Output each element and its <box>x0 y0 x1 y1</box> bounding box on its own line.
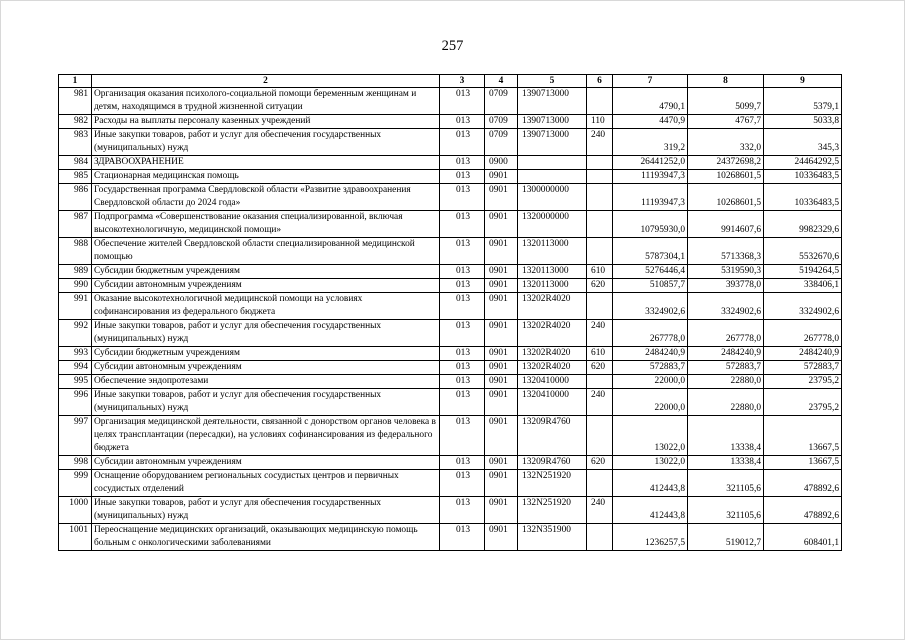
table-row <box>59 416 842 456</box>
row-number: 995 <box>59 375 92 389</box>
row-value-2022: 5787304,1 <box>613 238 688 265</box>
column-header: 1 <box>59 75 92 88</box>
row-value-2022: 319,2 <box>613 129 688 156</box>
row-number: 990 <box>59 279 92 293</box>
row-value-2022: 10795930,0 <box>613 211 688 238</box>
row-code-section: 0901 <box>485 211 518 238</box>
row-code-ministry: 013 <box>440 524 485 551</box>
row-code-target: 1390713000 <box>518 129 587 156</box>
row-value-2022: 1236257,5 <box>613 524 688 551</box>
row-code-target <box>518 170 587 184</box>
table-row <box>59 361 842 375</box>
table-row <box>59 238 842 265</box>
row-code-target: 1390713000 <box>518 115 587 129</box>
budget-table <box>58 74 842 551</box>
row-value-2022: 26441252,0 <box>613 156 688 170</box>
row-code-type: 620 <box>587 279 613 293</box>
row-code-section: 0901 <box>485 416 518 456</box>
row-number: 998 <box>59 456 92 470</box>
row-value-2023: 13338,4 <box>688 416 764 456</box>
row-number: 991 <box>59 293 92 320</box>
row-name: Расходы на выплаты персоналу казенных учреждений <box>92 115 440 129</box>
row-name: Переоснащение медицинских организаций, оказывающих медицинскую помощь больным с онкологическими заболеваниями <box>92 524 440 551</box>
row-code-type: 620 <box>587 361 613 375</box>
table-row <box>59 279 842 293</box>
row-code-ministry: 013 <box>440 456 485 470</box>
row-code-ministry: 013 <box>440 115 485 129</box>
table-row <box>59 88 842 115</box>
row-value-2024: 478892,6 <box>764 470 842 497</box>
column-header: 6 <box>587 75 613 88</box>
row-value-2023: 572883,7 <box>688 361 764 375</box>
table-row <box>59 129 842 156</box>
row-code-ministry: 013 <box>440 211 485 238</box>
row-code-section: 0901 <box>485 497 518 524</box>
row-code-type <box>587 375 613 389</box>
row-code-target: 1320000000 <box>518 211 587 238</box>
row-code-type <box>587 156 613 170</box>
row-value-2023: 10268601,5 <box>688 184 764 211</box>
row-value-2022: 13022,0 <box>613 416 688 456</box>
row-code-type: 610 <box>587 265 613 279</box>
row-code-target: 13202R4020 <box>518 361 587 375</box>
row-code-target: 132N251920 <box>518 470 587 497</box>
row-code-type <box>587 238 613 265</box>
row-value-2023: 3324902,6 <box>688 293 764 320</box>
row-code-section: 0900 <box>485 156 518 170</box>
row-name: Субсидии автономным учреждениям <box>92 279 440 293</box>
row-code-type: 110 <box>587 115 613 129</box>
row-name: Обеспечение жителей Свердловской области специализированной медицинской помощью <box>92 238 440 265</box>
row-number: 997 <box>59 416 92 456</box>
row-code-type: 240 <box>587 129 613 156</box>
page-number: 257 <box>441 38 464 54</box>
table-row <box>59 320 842 347</box>
row-code-ministry: 013 <box>440 170 485 184</box>
row-value-2022: 22000,0 <box>613 375 688 389</box>
row-number: 984 <box>59 156 92 170</box>
row-code-ministry: 013 <box>440 470 485 497</box>
row-name: Оснащение оборудованием региональных сосудистых центров и первичных сосудистых отделений <box>92 470 440 497</box>
row-code-ministry: 013 <box>440 375 485 389</box>
row-value-2023: 2484240,9 <box>688 347 764 361</box>
row-name: Субсидии автономным учреждениям <box>92 456 440 470</box>
table-row <box>59 497 842 524</box>
row-value-2024: 608401,1 <box>764 524 842 551</box>
column-header: 2 <box>92 75 440 88</box>
table-row <box>59 184 842 211</box>
row-code-type <box>587 170 613 184</box>
row-code-target: 1320410000 <box>518 375 587 389</box>
table-row <box>59 293 842 320</box>
row-code-type <box>587 470 613 497</box>
row-value-2024: 9982329,6 <box>764 211 842 238</box>
row-code-type <box>587 211 613 238</box>
row-number: 981 <box>59 88 92 115</box>
row-number: 987 <box>59 211 92 238</box>
column-header: 4 <box>485 75 518 88</box>
table-row <box>59 265 842 279</box>
row-code-type: 240 <box>587 389 613 416</box>
row-code-ministry: 013 <box>440 279 485 293</box>
row-number: 996 <box>59 389 92 416</box>
row-code-section: 0901 <box>485 238 518 265</box>
row-code-section: 0901 <box>485 375 518 389</box>
row-value-2022: 5276446,4 <box>613 265 688 279</box>
row-code-target <box>518 156 587 170</box>
row-name: Стационарная медицинская помощь <box>92 170 440 184</box>
row-code-ministry: 013 <box>440 389 485 416</box>
table-header-row <box>59 75 842 88</box>
row-code-type <box>587 293 613 320</box>
row-number: 999 <box>59 470 92 497</box>
row-code-ministry: 013 <box>440 293 485 320</box>
table-row <box>59 115 842 129</box>
table-row <box>59 456 842 470</box>
table-row <box>59 170 842 184</box>
table-row <box>59 156 842 170</box>
row-value-2024: 267778,0 <box>764 320 842 347</box>
row-value-2022: 572883,7 <box>613 361 688 375</box>
row-code-ministry: 013 <box>440 156 485 170</box>
row-code-ministry: 013 <box>440 497 485 524</box>
table-body <box>59 88 842 551</box>
row-code-ministry: 013 <box>440 88 485 115</box>
column-header: 3 <box>440 75 485 88</box>
row-code-section: 0901 <box>485 361 518 375</box>
row-value-2023: 393778,0 <box>688 279 764 293</box>
row-value-2023: 5099,7 <box>688 88 764 115</box>
row-value-2023: 519012,7 <box>688 524 764 551</box>
row-name: Подпрограмма «Совершенствование оказания специализированной, включая высокотехнологичную, медицинской помощи» <box>92 211 440 238</box>
row-code-section: 0901 <box>485 456 518 470</box>
row-value-2024: 23795,2 <box>764 389 842 416</box>
row-number: 1000 <box>59 497 92 524</box>
row-value-2022: 412443,8 <box>613 470 688 497</box>
row-code-ministry: 013 <box>440 416 485 456</box>
row-code-target: 13209R4760 <box>518 416 587 456</box>
row-number: 989 <box>59 265 92 279</box>
row-value-2023: 5713368,3 <box>688 238 764 265</box>
row-code-type: 240 <box>587 320 613 347</box>
row-value-2022: 11193947,3 <box>613 170 688 184</box>
column-header: 7 <box>613 75 688 88</box>
row-code-target: 1320410000 <box>518 389 587 416</box>
row-value-2024: 23795,2 <box>764 375 842 389</box>
row-code-section: 0901 <box>485 265 518 279</box>
row-code-ministry: 013 <box>440 361 485 375</box>
row-code-ministry: 013 <box>440 129 485 156</box>
row-value-2023: 9914607,6 <box>688 211 764 238</box>
row-value-2024: 345,3 <box>764 129 842 156</box>
row-code-type: 620 <box>587 456 613 470</box>
row-code-type: 610 <box>587 347 613 361</box>
row-value-2022: 13022,0 <box>613 456 688 470</box>
row-code-target: 132N351900 <box>518 524 587 551</box>
table-row <box>59 211 842 238</box>
row-code-section: 0901 <box>485 279 518 293</box>
row-number: 982 <box>59 115 92 129</box>
row-name: Иные закупки товаров, работ и услуг для обеспечения государственных (муниципальных) нужд <box>92 497 440 524</box>
row-code-ministry: 013 <box>440 184 485 211</box>
row-value-2024: 5194264,5 <box>764 265 842 279</box>
row-code-section: 0901 <box>485 320 518 347</box>
row-code-section: 0901 <box>485 293 518 320</box>
row-value-2023: 4767,7 <box>688 115 764 129</box>
row-number: 983 <box>59 129 92 156</box>
row-code-section: 0709 <box>485 115 518 129</box>
row-value-2023: 332,0 <box>688 129 764 156</box>
table-row <box>59 347 842 361</box>
row-code-section: 0901 <box>485 170 518 184</box>
row-name: Субсидии бюджетным учреждениям <box>92 347 440 361</box>
row-value-2022: 11193947,3 <box>613 184 688 211</box>
row-name: Иные закупки товаров, работ и услуг для обеспечения государственных (муниципальных) нужд <box>92 320 440 347</box>
row-name: Субсидии автономным учреждениям <box>92 361 440 375</box>
row-value-2023: 22880,0 <box>688 375 764 389</box>
row-value-2022: 22000,0 <box>613 389 688 416</box>
row-name: Организация оказания психолого-социальной помощи беременным женщинам и детям, находящимся в трудной жизненной ситуации <box>92 88 440 115</box>
table-row <box>59 389 842 416</box>
row-code-section: 0901 <box>485 524 518 551</box>
row-code-type <box>587 88 613 115</box>
row-number: 988 <box>59 238 92 265</box>
row-code-target: 1320113000 <box>518 238 587 265</box>
row-code-section: 0709 <box>485 129 518 156</box>
row-value-2024: 338406,1 <box>764 279 842 293</box>
row-value-2024: 5033,8 <box>764 115 842 129</box>
table-row <box>59 470 842 497</box>
row-value-2023: 10268601,5 <box>688 170 764 184</box>
row-number: 992 <box>59 320 92 347</box>
row-value-2022: 4790,1 <box>613 88 688 115</box>
row-value-2023: 22880,0 <box>688 389 764 416</box>
column-header: 9 <box>764 75 842 88</box>
row-value-2024: 5532670,6 <box>764 238 842 265</box>
row-value-2023: 321105,6 <box>688 497 764 524</box>
row-number: 986 <box>59 184 92 211</box>
row-value-2023: 267778,0 <box>688 320 764 347</box>
row-code-section: 0901 <box>485 347 518 361</box>
row-name: Обеспечение эндопротезами <box>92 375 440 389</box>
row-code-type: 240 <box>587 497 613 524</box>
row-code-target: 1300000000 <box>518 184 587 211</box>
row-name: Субсидии бюджетным учреждениям <box>92 265 440 279</box>
row-code-target: 1390713000 <box>518 88 587 115</box>
row-value-2024: 572883,7 <box>764 361 842 375</box>
row-code-target: 13202R4020 <box>518 320 587 347</box>
row-code-ministry: 013 <box>440 238 485 265</box>
row-value-2024: 2484240,9 <box>764 347 842 361</box>
row-name: Государственная программа Свердловской области «Развитие здравоохранения Свердловской области до 2024 года» <box>92 184 440 211</box>
row-code-type <box>587 524 613 551</box>
row-code-target: 13202R4020 <box>518 293 587 320</box>
table-row <box>59 375 842 389</box>
row-code-type <box>587 184 613 211</box>
row-value-2022: 4470,9 <box>613 115 688 129</box>
column-header: 8 <box>688 75 764 88</box>
row-value-2022: 2484240,9 <box>613 347 688 361</box>
row-code-target: 13209R4760 <box>518 456 587 470</box>
row-code-type <box>587 416 613 456</box>
row-value-2024: 10336483,5 <box>764 170 842 184</box>
row-value-2024: 3324902,6 <box>764 293 842 320</box>
row-value-2023: 13338,4 <box>688 456 764 470</box>
row-code-ministry: 013 <box>440 347 485 361</box>
table-row <box>59 524 842 551</box>
row-name: Иные закупки товаров, работ и услуг для обеспечения государственных (муниципальных) нужд <box>92 389 440 416</box>
row-value-2024: 5379,1 <box>764 88 842 115</box>
row-code-target: 1320113000 <box>518 265 587 279</box>
row-number: 993 <box>59 347 92 361</box>
row-value-2022: 3324902,6 <box>613 293 688 320</box>
row-code-target: 1320113000 <box>518 279 587 293</box>
row-value-2024: 13667,5 <box>764 456 842 470</box>
row-number: 985 <box>59 170 92 184</box>
row-value-2022: 267778,0 <box>613 320 688 347</box>
row-value-2022: 510857,7 <box>613 279 688 293</box>
row-number: 994 <box>59 361 92 375</box>
row-name: Оказание высокотехнологичной медицинской помощи на условиях софинансирования из федерального бюджета <box>92 293 440 320</box>
column-header: 5 <box>518 75 587 88</box>
row-name: ЗДРАВООХРАНЕНИЕ <box>92 156 440 170</box>
row-code-ministry: 013 <box>440 320 485 347</box>
row-value-2023: 321105,6 <box>688 470 764 497</box>
row-code-section: 0709 <box>485 88 518 115</box>
row-code-section: 0901 <box>485 389 518 416</box>
row-value-2023: 24372698,2 <box>688 156 764 170</box>
row-value-2024: 10336483,5 <box>764 184 842 211</box>
row-value-2024: 24464292,5 <box>764 156 842 170</box>
row-code-target: 132N251920 <box>518 497 587 524</box>
row-value-2022: 412443,8 <box>613 497 688 524</box>
row-name: Иные закупки товаров, работ и услуг для обеспечения государственных (муниципальных) нужд <box>92 129 440 156</box>
row-code-section: 0901 <box>485 184 518 211</box>
row-value-2024: 13667,5 <box>764 416 842 456</box>
row-number: 1001 <box>59 524 92 551</box>
row-value-2024: 478892,6 <box>764 497 842 524</box>
row-name: Организация медицинской деятельности, связанной с донорством органов человека в целях трансплантации (пересадки), на условиях софинансирования из федерального бюджета <box>92 416 440 456</box>
row-code-section: 0901 <box>485 470 518 497</box>
row-code-ministry: 013 <box>440 265 485 279</box>
row-value-2023: 5319590,3 <box>688 265 764 279</box>
row-code-target: 13202R4020 <box>518 347 587 361</box>
